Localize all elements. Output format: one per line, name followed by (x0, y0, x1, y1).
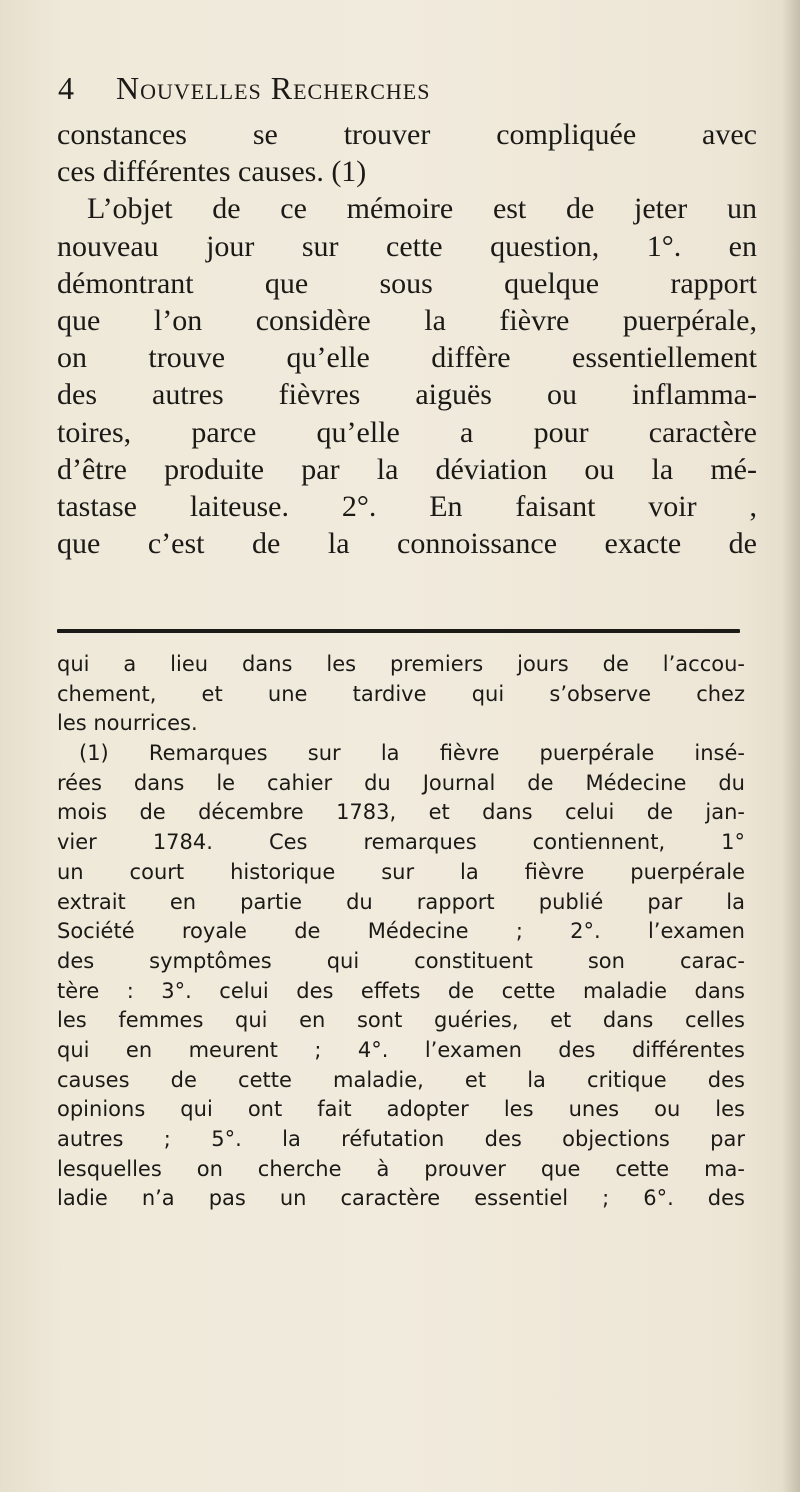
text-line: que l’on considère la fièvre puerpérale, (57, 303, 757, 337)
footnote-rule (57, 629, 740, 633)
footnote-line: qui a lieu dans les premiers jours de l’accou- (57, 652, 745, 676)
text-line: d’être produite par la déviation ou la mé- (57, 452, 757, 486)
footnote-line: qui en meurent ; 4°. l’examen des différentes (57, 1037, 745, 1062)
footnote-line: opinions qui ont fait adopter les unes ou les (57, 1097, 745, 1122)
footnote-line: autres ; 5°. la réfutation des objections par (57, 1127, 745, 1151)
text-line: nouveau jour sur cette question, 1°. en (57, 229, 757, 263)
running-title: Nouvelles Recherches (116, 70, 431, 106)
text-line: que c’est de la connoissance exacte de (57, 527, 757, 561)
text-line: des autres fièvres aiguës ou inflamma- (57, 378, 757, 412)
footnote-line: ladie n’a pas un caractère essentiel ; 6°. des (57, 1186, 745, 1211)
footnote-line: causes de cette maladie, et la critique des (57, 1067, 745, 1092)
running-head (58, 70, 758, 114)
footnote-line: Société royale de Médecine ; 2°. l’examen (57, 919, 745, 944)
footnote-line: mois de décembre 1783, et dans celui de jan- (57, 800, 745, 825)
page-number: 4 (58, 70, 75, 106)
footnote-line: (1) Remarques sur la fièvre puerpérale insé- (79, 741, 745, 766)
text-line: toires, parce qu’elle a pour caractère (57, 415, 757, 449)
footnote-line: les nourrices. (57, 711, 198, 736)
footnote-line: chement, et une tardive qui s’observe chez (57, 681, 745, 706)
footnote-line: tère : 3°. celui des effets de cette maladie dans (57, 978, 745, 1003)
main-text-block (57, 116, 757, 562)
footnote-line: extrait en partie du rapport publié par la (57, 889, 745, 914)
footnote-line: vier 1784. Ces remarques contiennent, 1° (57, 830, 745, 855)
text-line: ces différentes causes. (1) (57, 155, 367, 189)
footnote-line: les femmes qui en sont guéries, et dans celles (57, 1008, 745, 1033)
text-line: démontrant que sous quelque rapport (57, 266, 757, 300)
text-line: tastase laiteuse. 2°. En faisant voir , (57, 489, 757, 523)
text-line: constances se trouver compliquée avec (57, 118, 757, 151)
page-edge-shadow (782, 0, 800, 1492)
text-line: on trouve qu’elle diffère essentiellement (57, 341, 757, 375)
footnote-line: des symptômes qui constituent son carac- (57, 948, 745, 973)
footnote-line: lesquelles on cherche à prouver que cette ma- (57, 1156, 745, 1181)
footnotes-block (57, 650, 745, 1214)
footnote-line: un court historique sur la fièvre puerpérale (57, 859, 745, 884)
text-line: L’objet de ce mémoire est de jeter un (87, 192, 757, 226)
footnote-line: rées dans le cahier du Journal de Médecine du (57, 770, 745, 795)
